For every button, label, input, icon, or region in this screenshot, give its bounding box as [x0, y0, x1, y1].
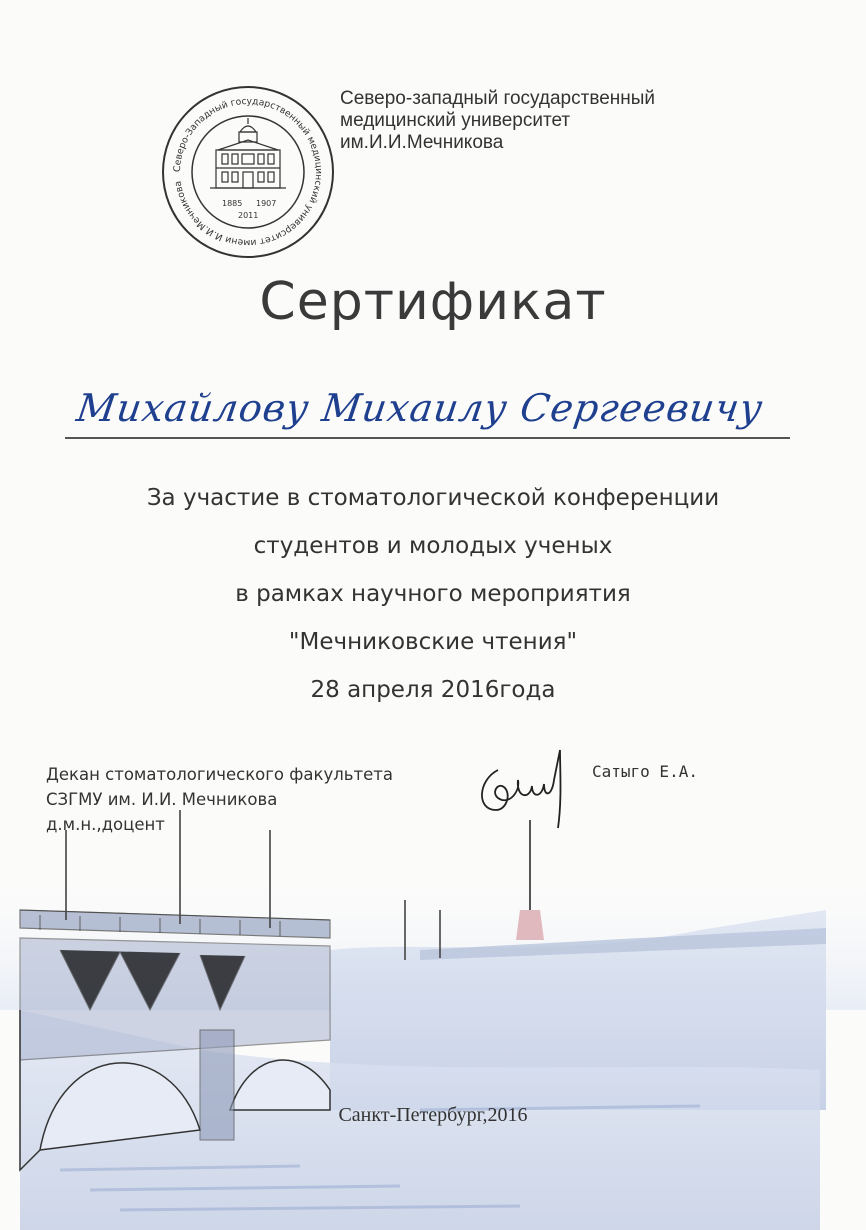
handwritten-signature — [468, 740, 588, 830]
recipient-underline — [65, 437, 790, 439]
signatory-line: СЗГМУ им. И.И. Мечникова — [46, 790, 278, 809]
body-line: "Мечниковские чтения" — [288, 629, 578, 655]
university-name-line: медицинский университет — [340, 110, 571, 131]
signatory-line: д.м.н.,доцент — [46, 815, 165, 834]
university-seal-logo — [160, 84, 336, 260]
seal-ring-text: Северо-Западный государственный медицинский университет имени И.И.Мечникова — [171, 95, 325, 249]
place-and-year: Санкт-Петербург,2016 — [338, 1104, 528, 1126]
signatory-line: Декан стоматологического факультета — [46, 765, 393, 784]
body-line: За участие в стоматологической конференции — [146, 485, 720, 511]
university-name-line: им.И.И.Мечникова — [340, 132, 504, 153]
bridge-illustration — [0, 810, 866, 1230]
seal-year-3: 2011 — [238, 211, 259, 220]
body-line: студентов и молодых ученых — [253, 533, 613, 559]
signatory-name: Сатыго Е.А. — [592, 762, 698, 781]
certificate-title: Сертификат — [259, 272, 607, 332]
certificate-body — [0, 474, 866, 714]
body-line: в рамках научного мероприятия — [235, 581, 631, 607]
seal-year-1: 1885 — [222, 199, 243, 208]
university-name-line: Северо-западный государственный — [340, 88, 656, 109]
signatory-title — [46, 762, 476, 837]
seal-year-2: 1907 — [256, 199, 277, 208]
event-date: 28 апреля 2016года — [310, 677, 556, 703]
university-name — [340, 88, 760, 154]
recipient-name: Михайлову Михаилу Сергеевичу — [73, 386, 767, 430]
